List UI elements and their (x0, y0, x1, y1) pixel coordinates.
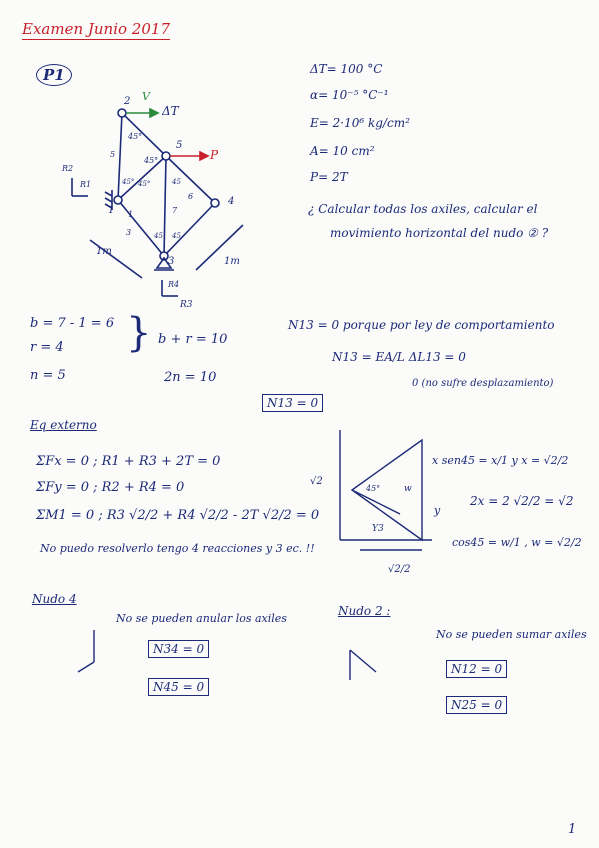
nudo-2-text: No se pueden sumar axiles (436, 628, 587, 641)
equilibrium-note: No puedo resolverlo tengo 4 reacciones y 3 ec. !! (40, 542, 315, 555)
nudo-2-heading: Nudo 2 : (338, 604, 391, 618)
node-5-label: 5 (176, 140, 183, 151)
sum-fy: ΣFy = 0 ; R2 + R4 = 0 (36, 480, 185, 495)
question-line-2: movimiento horizontal del nudo ② ? (330, 226, 549, 240)
count-b-plus-r: b + r = 10 (158, 332, 228, 347)
count-r: r = 4 (30, 340, 64, 355)
velocity-label: V (142, 90, 150, 103)
member-label: 3 (126, 228, 132, 237)
given-p: P= 2T (310, 170, 348, 184)
member-label: 5 (110, 150, 116, 159)
nudo-4-text: No se pueden anular los axiles (116, 612, 287, 625)
reaction-r1-label: R1 (80, 180, 92, 189)
member-label: 1 (128, 210, 134, 219)
given-alpha: α= 10⁻⁵ °C⁻¹ (310, 88, 389, 102)
triangle-eq-1: x sen45 = x/1 y x = √2/2 (432, 454, 569, 467)
force-p-label: P (210, 148, 219, 162)
node-4-label: 4 (228, 196, 235, 207)
n13-line-1: N13 = 0 porque por ley de comportamiento (288, 318, 555, 332)
angle-label: 45° (138, 180, 151, 188)
dimension-label: 1m (224, 256, 240, 267)
n34-result-box: N34 = 0 (148, 640, 209, 658)
n12-result-box: N12 = 0 (446, 660, 507, 678)
count-n: n = 5 (30, 368, 66, 383)
angle-label: 45 (172, 232, 181, 240)
n45-result-box: N45 = 0 (148, 678, 209, 696)
triangle-y-label: y (434, 504, 441, 517)
given-e: E= 2·10⁶ kg/cm² (310, 116, 410, 130)
angle-label: 45 (154, 232, 163, 240)
triangle-eq-2: 2x = 2 √2/2 = √2 (470, 494, 574, 508)
nudo-4-heading: Nudo 4 (32, 592, 77, 606)
sum-m1: ΣM1 = 0 ; R3 √2/2 + R4 √2/2 - 2T √2/2 = 0 (36, 508, 320, 523)
n13-result-box: N13 = 0 (262, 394, 323, 412)
count-b: b = 7 - 1 = 6 (30, 316, 115, 331)
triangle-eq-3: cos45 = w/1 , w = √2/2 (452, 536, 582, 549)
triangle-angle-label: 45° (366, 484, 381, 493)
brace: } (126, 310, 152, 356)
node-2-label: 2 (124, 96, 131, 107)
angle-label: 45° (122, 178, 135, 186)
page-title: Examen Junio 2017 (22, 20, 170, 38)
dimension-label: 1m (96, 246, 112, 257)
question-line-1: ¿ Calcular todas los axiles, calcular el (308, 202, 538, 216)
reaction-r3-label: R3 (180, 300, 193, 310)
triangle-w-label: w (404, 484, 412, 494)
triangle-bottom-label: √2/2 (388, 564, 411, 575)
triangle-side-label: √2 (310, 476, 323, 487)
reaction-r4-label: R4 (168, 280, 180, 289)
n13-line-3: 0 (no sufre desplazamiento) (412, 378, 554, 389)
given-a: A= 10 cm² (310, 144, 375, 158)
page-number: 1 (568, 822, 577, 837)
delta-t-label: ΔT (162, 104, 179, 118)
triangle-y3-label: Y3 (372, 524, 384, 534)
n25-result-box: N25 = 0 (446, 696, 507, 714)
sum-fx: ΣFx = 0 ; R1 + R3 + 2T = 0 (36, 454, 221, 469)
given-delta-t: ΔT= 100 °C (310, 62, 383, 76)
member-label: 6 (188, 192, 194, 201)
node-3-label: 3 (168, 256, 175, 267)
angle-label: 45° (128, 132, 143, 141)
member-label: 7 (172, 206, 178, 215)
angle-label: 45 (172, 178, 181, 186)
reaction-r2-label: R2 (62, 164, 74, 173)
n13-line-2: N13 = EA/L ΔL13 = 0 (332, 350, 466, 364)
node-1-label: 1 (108, 205, 115, 216)
angle-label: 45° (144, 156, 159, 165)
count-2n: 2n = 10 (164, 370, 217, 385)
problem-label: P1 (36, 64, 72, 86)
equilibrium-heading: Eq externo (30, 418, 97, 432)
